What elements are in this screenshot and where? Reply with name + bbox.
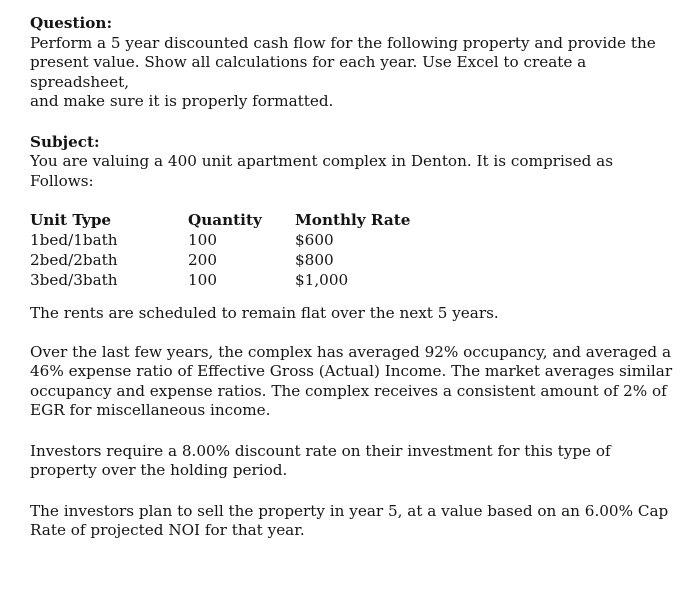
monthly-rate-column: [295, 210, 410, 290]
unit-table: [30, 210, 680, 290]
question-line: Perform a 5 year discounted cash flow for the following property and provide the: [30, 33, 656, 52]
paragraph-line: occupancy and expense ratios. The complex receives a consistent amount of 2% of: [30, 381, 667, 400]
table-cell-quantity: 100: [188, 271, 217, 289]
table-header-unit-type: Unit Type: [30, 211, 112, 229]
table-cell-unit-type: 1bed/1bath: [30, 231, 118, 249]
table-cell-quantity: 100: [188, 231, 217, 249]
paragraph-line: Rate of projected NOI for that year.: [30, 521, 305, 539]
table-cell-monthly-rate: $800: [295, 251, 334, 269]
paragraph-line: 46% expense ratio of Effective Gross (Actual) Income. The market averages similar: [30, 362, 673, 380]
table-header-monthly-rate: Monthly Rate: [295, 211, 411, 229]
paragraph-line: The investors plan to sell the property in year 5, at a value based on an 6.00% Cap: [30, 501, 669, 520]
discount-paragraph: [30, 442, 680, 481]
paragraph-line: EGR for miscellaneous income.: [30, 401, 271, 419]
paragraph-line: Over the last few years, the complex has averaged 92% occupancy, and averaged a: [30, 342, 672, 361]
question-line: and make sure it is properly formatted.: [30, 92, 334, 110]
table-cell-monthly-rate: $1,000: [295, 271, 349, 289]
subject-line: You are valuing a 400 unit apartment complex in Denton. It is comprised as Follows:: [30, 152, 613, 190]
occupancy-paragraph: [30, 343, 680, 421]
subject-heading: Subject:: [30, 132, 100, 151]
table-cell-monthly-rate: $600: [295, 231, 334, 249]
table-header-quantity: Quantity: [188, 211, 262, 229]
table-cell-unit-type: 3bed/3bath: [30, 271, 118, 289]
table-cell-unit-type: 2bed/2bath: [30, 251, 118, 269]
rents-paragraph: The rents are scheduled to remain flat over the next 5 years.: [30, 304, 499, 322]
question-line: present value. Show all calculations for each year. Use Excel to create a spreadsheet,: [30, 53, 587, 91]
quantity-column: [188, 210, 262, 290]
sale-paragraph: [30, 502, 680, 541]
unit-type-column: [30, 210, 118, 290]
table-cell-quantity: 200: [188, 251, 217, 269]
paragraph-line: Investors require a 8.00% discount rate on their investment for this type of: [30, 441, 611, 460]
document-page: [30, 14, 680, 541]
paragraph-line: property over the holding period.: [30, 461, 288, 479]
question-heading: Question:: [30, 14, 113, 32]
